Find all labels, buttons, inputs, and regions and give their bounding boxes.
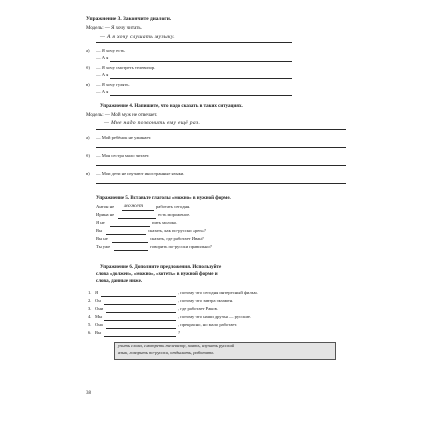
ex6-title: Упражнение 6. Дополните предложения. Используйте [100,265,222,270]
ex5-title: Упражнение 5. Вставьте глаголы «можно» в нужной форме. [96,196,231,201]
ex6-row-num: 2. [88,298,92,303]
answer-line [96,42,292,43]
ex6-row-num: 3. [88,306,92,311]
ex6-row-left: Он [95,298,101,303]
blank-line [106,234,146,235]
blank-line [114,250,148,251]
ex3-model: Модель: — Я хочу читать. [86,26,142,31]
ex6-row-right: , потому что сегодня интересный фильм. [178,290,258,295]
ex3-item-a: — Я хочу есть. [96,48,126,53]
ex4-item-b: — Моя сестра мало читает. [96,153,150,158]
ex4-model-answer: — Мне надо позвонить ему ещё раз. [104,120,201,126]
blank-line [118,218,156,219]
ex3-item-c: — Я хочу гулять. [96,82,130,87]
ex6-row-num: 4. [88,314,92,319]
ex6-row-num: 6. [88,330,92,335]
ex3-title: Упражнение 3. Закончите диалоги. [86,16,172,22]
ex3-model-answer: — А я хочу слушать музыку. [100,34,175,40]
ex3-item-num: б) [86,65,90,70]
blank-line [122,210,154,211]
ex6-row-left: Мы [95,314,103,319]
word-box-line: язык, говорить по-русски, отдыхать, работать [118,350,214,355]
ex4-item-c: — Мои дети не изучают иностранные языки. [96,171,185,176]
ex3-item-num: в) [86,82,90,87]
blank-line [110,226,150,227]
answer-line [110,95,292,96]
blank-line [104,320,176,321]
ex6-row-left: Я [95,290,99,295]
ex6-title: слова, данные ниже. [96,279,143,284]
ex6-row-right: ? [178,330,181,335]
answer-line [96,129,346,130]
blank-line [104,336,176,337]
ex6-row-right: , потому что наши друзья — русские. [178,314,252,319]
blank-line [106,328,176,329]
ex3-reply: — А я [96,72,109,77]
ex6-row-right: , прекрасно, но мало работает. [178,322,238,327]
ex5-row-left: Ты уже [96,244,111,249]
ex4-item-num: б) [86,153,90,158]
blank-line [106,312,176,313]
ex5-row-right: сказать, где работает Иван? [150,236,204,241]
blank-line [104,304,176,305]
ex3-item-b: — Я хочу смотреть телевизор. [96,65,156,70]
ex5-row-left: Вы не [96,236,108,241]
answer-line [96,165,346,166]
ex6-row-left: Она [95,322,103,327]
ex5-row-right: работать сегодня. [156,204,191,209]
ex4-item-a: — Мой ребёнок не ужинает. [96,135,152,140]
ex4-item-num: в) [86,171,90,176]
page-number: 38 [86,391,91,396]
ex5-row-left: Ирина не [96,212,115,217]
ex4-item-num: а) [86,135,90,140]
ex4-title: Упражнение 4. Напишите, что надо сказать в таких ситуациях. [100,104,243,109]
ex5-row-left: Вы [96,228,103,233]
ex6-title: слова «должен», «можно», «хотеть» в нужной форме и [96,272,218,277]
ex6-row-num: 5. [88,322,92,327]
ex3-reply: — А я [96,55,109,60]
ex6-row-right: , потому что завтра экзамен. [178,298,234,303]
ex6-row-left: Они [95,306,104,311]
ex4-model: Модель: — Мой муж не отвечает. [86,113,158,118]
answer-line [96,183,346,184]
ex5-row-right: говорить по-русски правильно? [150,244,212,249]
blank-line [112,242,148,243]
answer-line [110,78,292,79]
ex6-row-right: , где работает Раков. [178,306,218,311]
answer-line [110,61,292,62]
ex5-row-right: пить молоко. [152,220,178,225]
ex6-row-left: Вы [95,330,102,335]
ex5-row-right: есть мороженое. [158,212,191,217]
ex3-reply: — А я [96,89,109,94]
answer-line [96,147,346,148]
word-box-line: учить слова, смотреть телевизор, знать, изучать русский [118,343,235,348]
ex5-filled-answer: может [124,203,144,209]
ex6-row-num: 1. [88,290,92,295]
ex5-row-right: сказать, как по-русски «pen»? [148,228,206,233]
ex5-row-left: Я не [96,220,105,225]
ex3-item-num: а) [86,48,90,53]
ex5-row-left: Антон не [96,204,115,209]
blank-line [101,296,176,297]
